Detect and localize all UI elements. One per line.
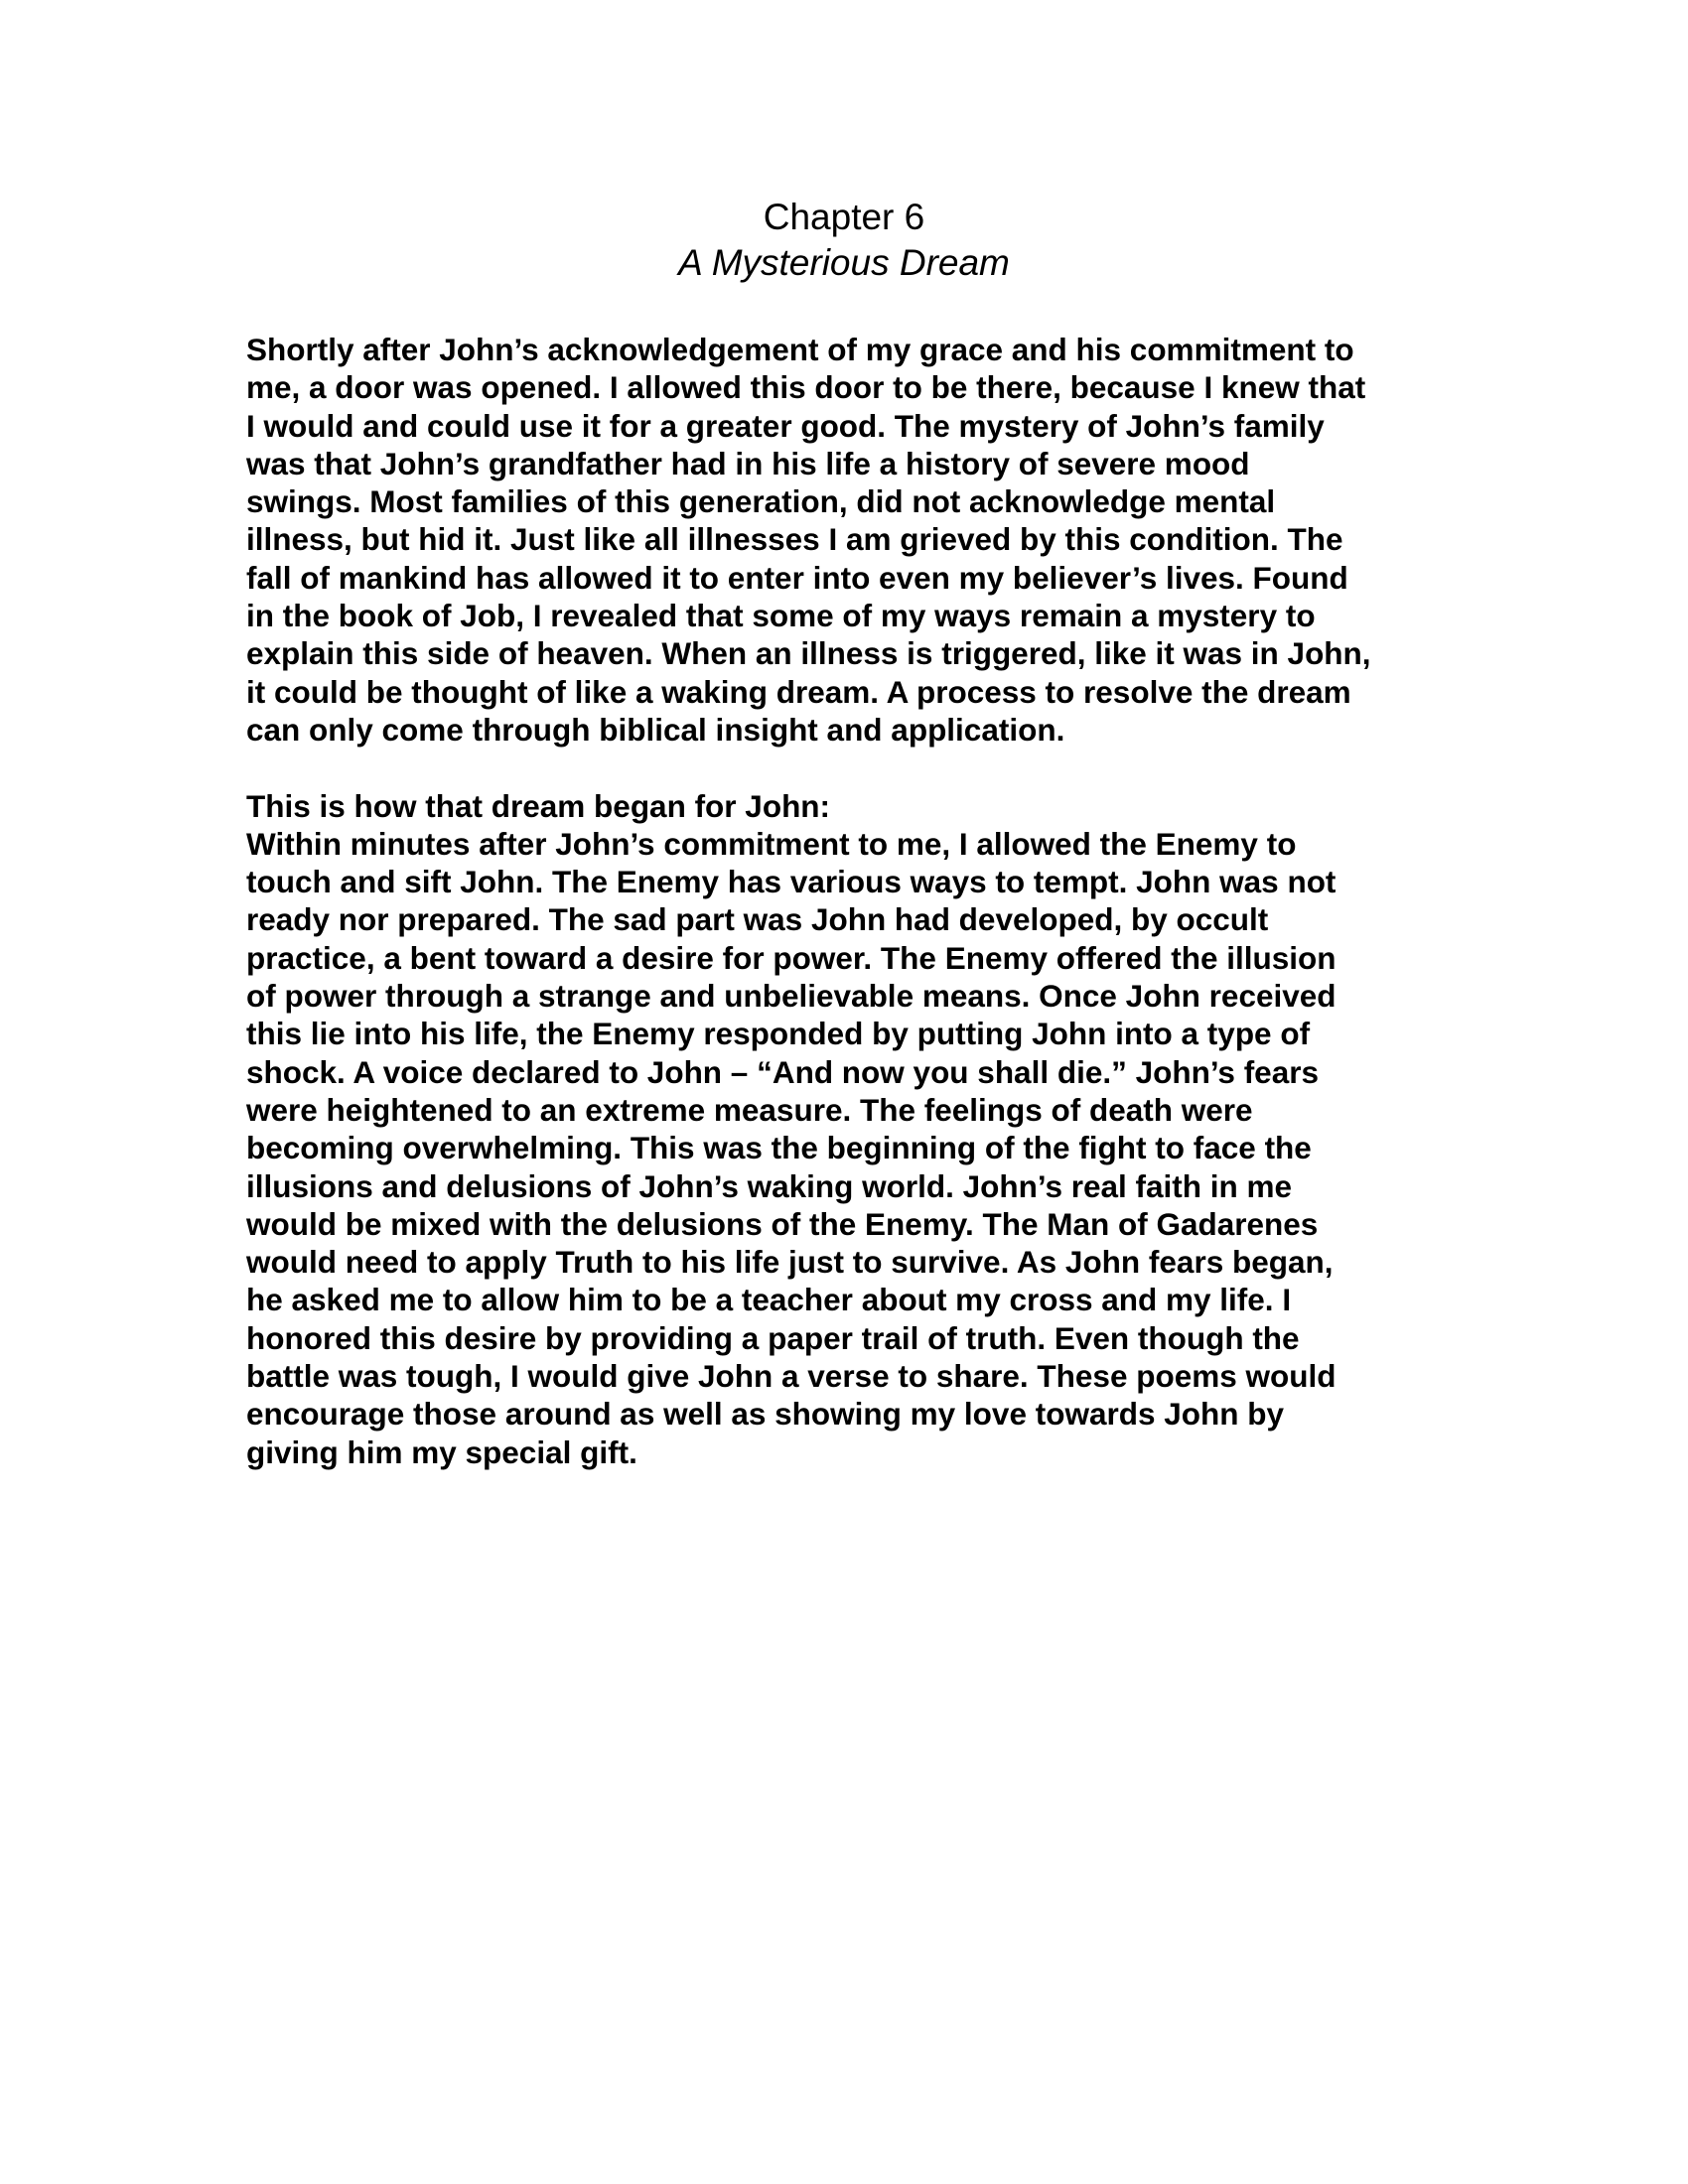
text-line: becoming overwhelming. This was the beginning of the fight to face the xyxy=(246,1130,1312,1166)
text-line: This is how that dream began for John: xyxy=(246,787,831,824)
text-line: was that John’s grandfather had in his life a history of severe mood xyxy=(246,445,1250,481)
text-line: can only come through biblical insight and application. xyxy=(246,711,1065,748)
text-line: encourage those around as well as showing my love towards John by xyxy=(246,1396,1284,1433)
paragraph-1 xyxy=(246,331,1438,749)
chapter-title: A Mysterious Dream xyxy=(678,242,1010,283)
text-line: ready nor prepared. The sad part was John had developed, by occult xyxy=(246,901,1269,938)
text-line: giving him my special gift. xyxy=(246,1433,637,1470)
text-line: explain this side of heaven. When an illness is triggered, like it was in John, xyxy=(246,635,1371,672)
text-line: would need to apply Truth to his life just to survive. As John fears began, xyxy=(246,1244,1334,1281)
text-line: were heightened to an extreme measure. The feelings of death were xyxy=(246,1091,1253,1128)
text-line: illness, but hid it. Just like all illnesses I am grieved by this condition. The xyxy=(246,521,1343,558)
text-line: swings. Most families of this generation, did not acknowledge mental xyxy=(246,483,1276,520)
paragraph-gap xyxy=(246,749,1438,786)
text-line: me, a door was opened. I allowed this door to be there, because I knew that xyxy=(246,369,1366,406)
paragraph-2 xyxy=(246,787,1438,1471)
text-line: shock. A voice declared to John – “And now you shall die.” John’s fears xyxy=(246,1053,1319,1090)
text-line: practice, a bent toward a desire for power. The Enemy offered the illusion xyxy=(246,939,1336,976)
text-line: fall of mankind has allowed it to enter into even my believer’s lives. Found xyxy=(246,559,1348,596)
text-line: he asked me to allow him to be a teacher about my cross and my life. I xyxy=(246,1282,1292,1318)
text-line: touch and sift John. The Enemy has various ways to tempt. John was not xyxy=(246,864,1336,900)
text-line: would be mixed with the delusions of the Enemy. The Man of Gadarenes xyxy=(246,1205,1319,1242)
text-line: illusions and delusions of John’s waking world. John’s real faith in me xyxy=(246,1167,1293,1204)
text-line: Shortly after John’s acknowledgement of my grace and his commitment to xyxy=(246,332,1354,367)
text-line: it could be thought of like a waking dream. A process to resolve the dream xyxy=(246,673,1351,710)
text-line: honored this desire by providing a paper trail of truth. Even though the xyxy=(246,1319,1300,1356)
body-text xyxy=(246,331,1438,1471)
chapter-number: Chapter 6 xyxy=(763,197,925,237)
text-line: in the book of Job, I revealed that some of my ways remain a mystery to xyxy=(246,598,1316,634)
text-line: Within minutes after John’s commitment to me, I allowed the Enemy to xyxy=(246,825,1297,862)
text-line: battle was tough, I would give John a verse to share. These poems would xyxy=(246,1358,1336,1395)
text-line: this lie into his life, the Enemy responded by putting John into a type of xyxy=(246,1016,1311,1052)
text-line: of power through a strange and unbelievable means. Once John received xyxy=(246,978,1336,1015)
chapter-heading xyxy=(0,195,1688,286)
text-line: I would and could use it for a greater good. The mystery of John’s family xyxy=(246,407,1325,444)
